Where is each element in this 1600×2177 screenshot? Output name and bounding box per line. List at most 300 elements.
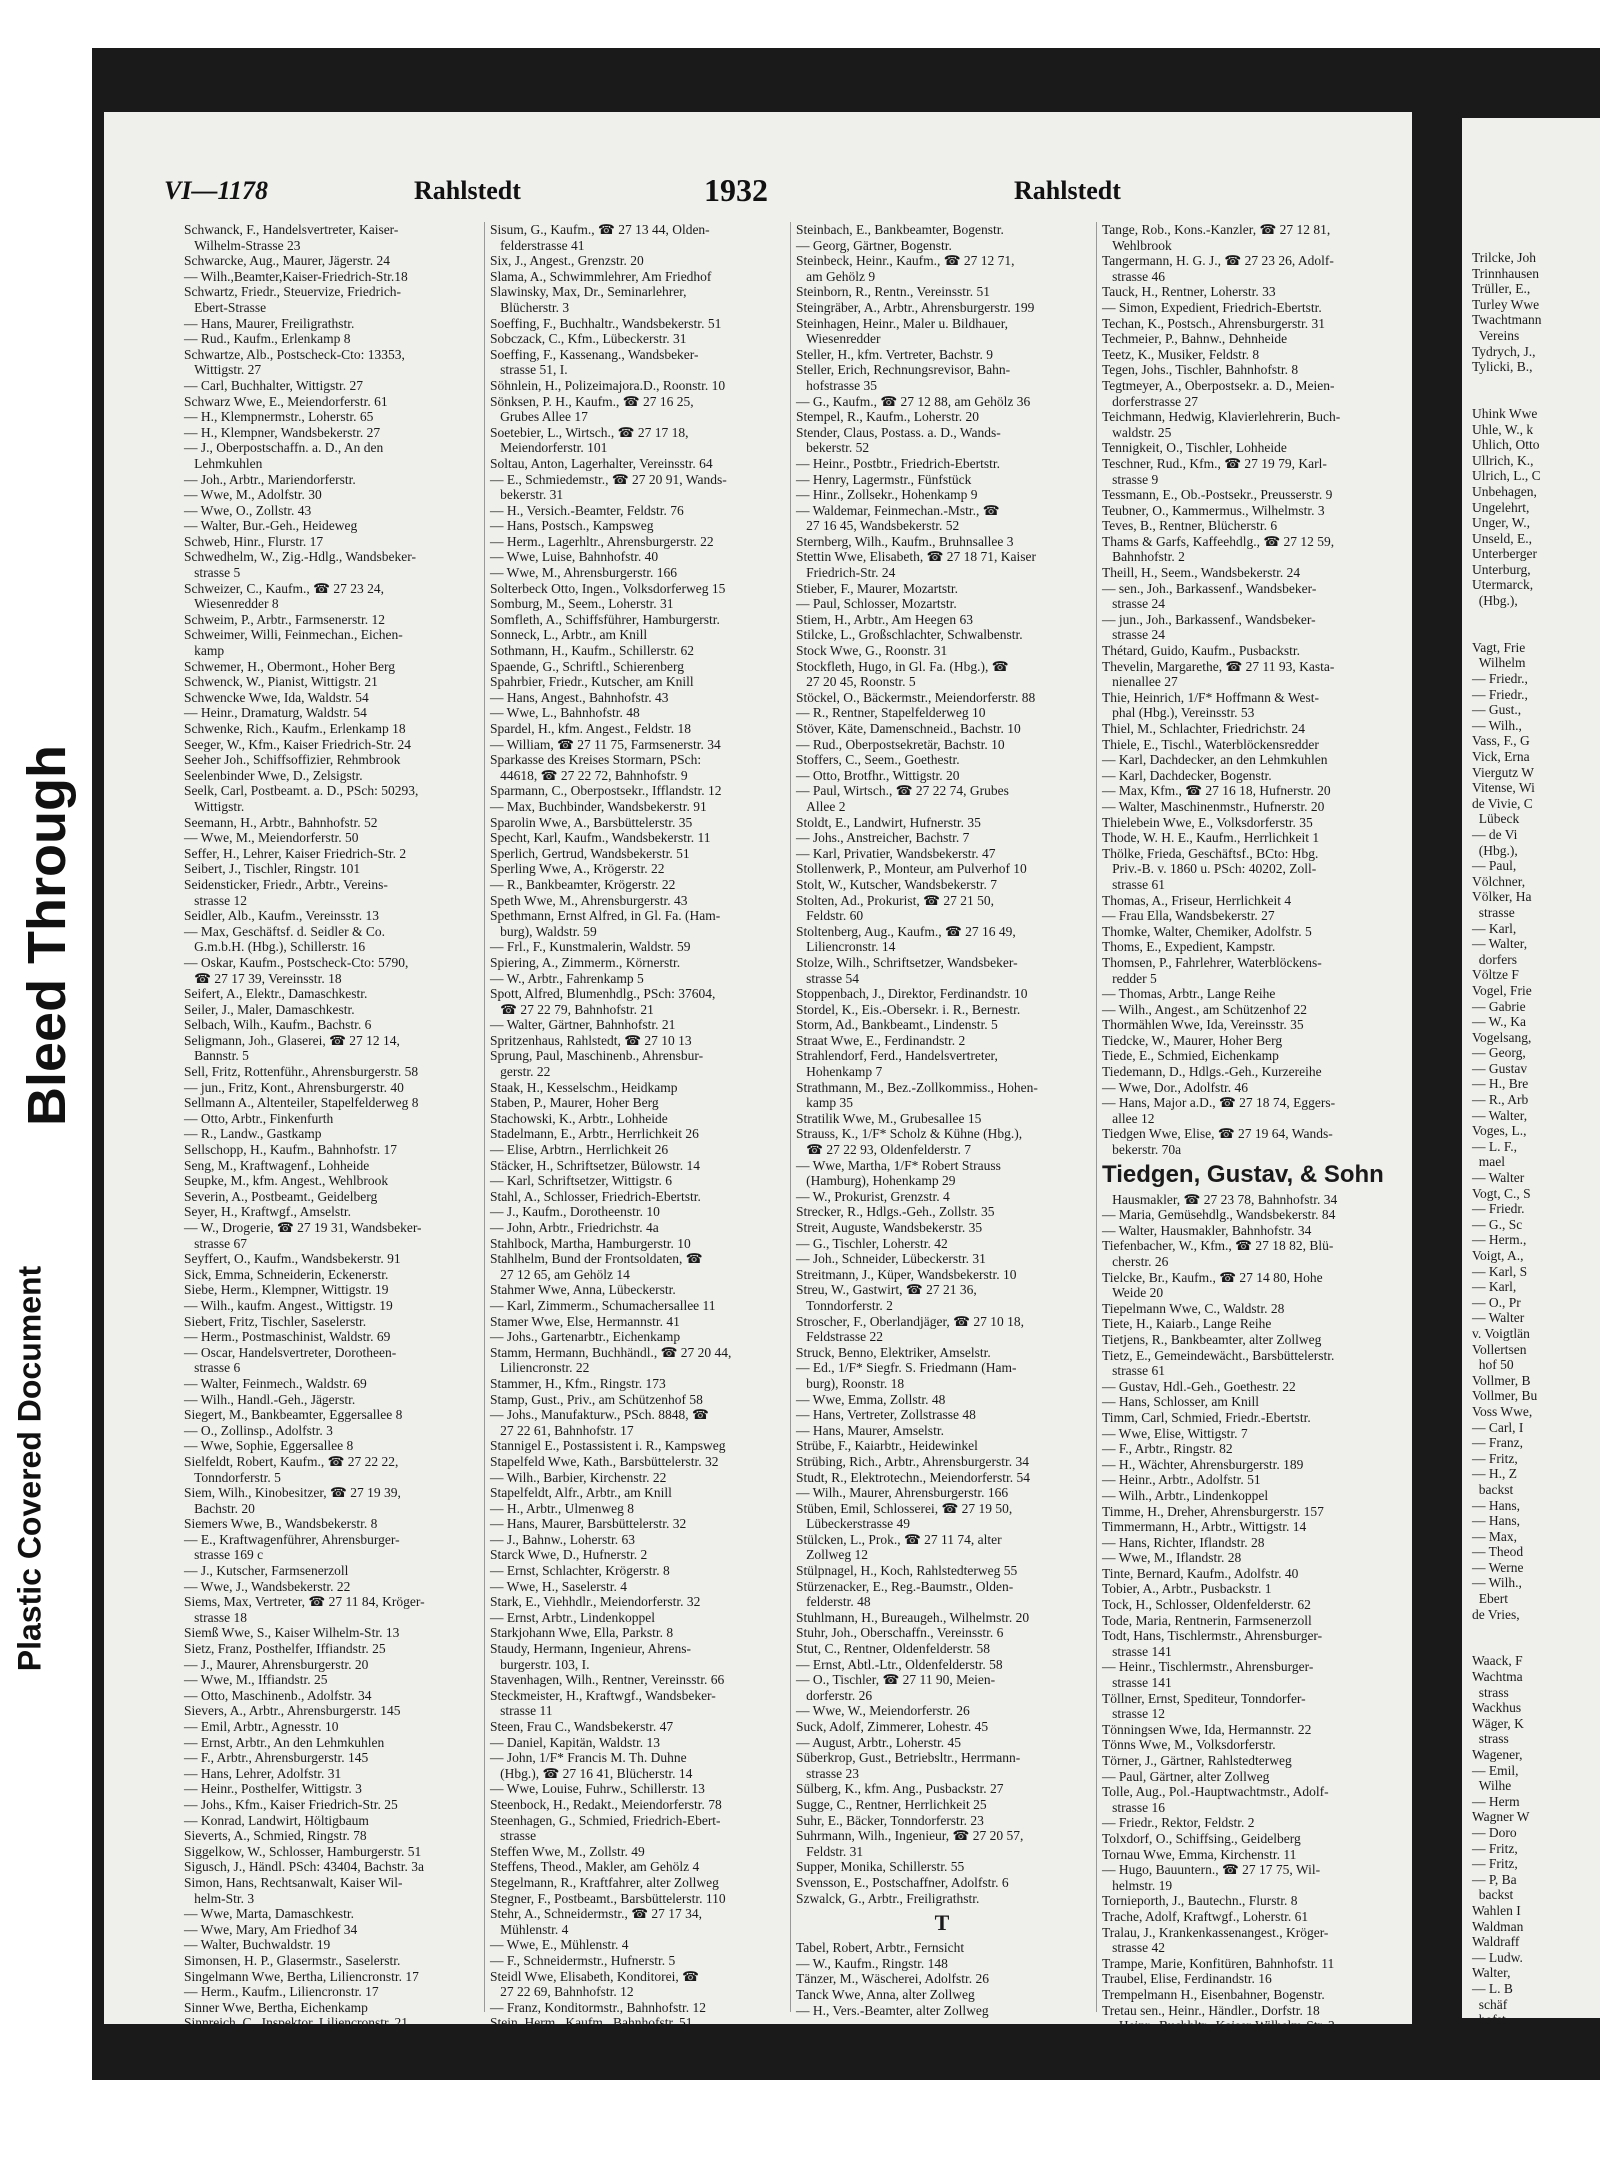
directory-entry: bekerstr. 52 bbox=[796, 440, 870, 456]
directory-entry: Siebe, Herm., Klempner, Wittigstr. 19 bbox=[184, 1282, 389, 1298]
directory-entry: strasse 18 bbox=[184, 1609, 247, 1625]
facing-page-entry: Vogel, Frie bbox=[1472, 982, 1532, 998]
directory-entry: Timm, Carl, Schmied, Friedr.-Ebertstr. bbox=[1102, 1409, 1311, 1425]
directory-entry: strasse 46 bbox=[1102, 268, 1165, 284]
directory-entry: Thielebein Wwe, E., Volksdorferstr. 35 bbox=[1102, 814, 1313, 830]
directory-entry: — Wwe, L., Bahnhofstr. 48 bbox=[490, 705, 640, 721]
directory-entry: — Wilh., kaufm. Angest., Wittigstr. 19 bbox=[184, 1297, 393, 1313]
directory-entry: Spahrbier, Friedr., Kutscher, am Knill bbox=[490, 674, 694, 690]
directory-entry: Seelk, Carl, Postbeamt. a. D., PSch: 50293, bbox=[184, 783, 419, 799]
directory-entry: strasse bbox=[490, 1828, 537, 1844]
directory-entry: Priv.-B. v. 1860 u. PSch: 40202, Zoll- bbox=[1102, 861, 1317, 877]
directory-entry: strasse 16 bbox=[1102, 1799, 1165, 1815]
directory-entry: Stolten, Ad., Prokurist, ☎ 27 21 50, bbox=[796, 892, 994, 908]
directory-entry: Seidensticker, Friedr., Arbtr., Vereins- bbox=[184, 876, 388, 892]
directory-entry: Tauck, H., Rentner, Loherstr. 33 bbox=[1102, 284, 1276, 300]
facing-page-entry: Vagt, Frie bbox=[1472, 639, 1526, 655]
directory-entry: Strahlendorf, Ferd., Handelsvertreter, bbox=[796, 1048, 998, 1064]
directory-entry: kamp 35 bbox=[796, 1095, 853, 1111]
directory-entry: ☎ 27 22 79, Bahnhofstr. 21 bbox=[490, 1001, 654, 1017]
directory-entry: strasse 54 bbox=[796, 970, 859, 986]
directory-entry: Teetz, K., Musiker, Feldstr. 8 bbox=[1102, 346, 1260, 362]
facing-page-entry: — Walter, bbox=[1472, 936, 1528, 952]
directory-entry: Stadelmann, E., Arbtr., Herrlichkeit 26 bbox=[490, 1126, 699, 1142]
facing-page-entry: mael bbox=[1472, 1154, 1505, 1170]
facing-page-entry: Wachtma bbox=[1472, 1669, 1523, 1685]
directory-page bbox=[104, 112, 1412, 2034]
directory-entry: am Gehölz 9 bbox=[796, 268, 876, 284]
directory-entry: — Emil, Arbtr., Agnesstr. 10 bbox=[184, 1719, 339, 1734]
page-number: VI—1178 bbox=[164, 176, 269, 205]
directory-entry: — R., Bankbeamter, Krögerstr. 22 bbox=[490, 876, 676, 892]
page-header bbox=[164, 170, 1254, 210]
directory-entry: Sellmann A., Altenteiler, Stapelfelderweg 8 bbox=[184, 1095, 419, 1111]
directory-entry: Sielfeldt, Robert, Kaufm., ☎ 27 22 22, bbox=[184, 1453, 399, 1469]
directory-entry: Stieber, F., Maurer, Mozartstr. bbox=[796, 580, 959, 596]
directory-entry: Bahnhofstr. 2 bbox=[1102, 549, 1185, 565]
facing-page-entry bbox=[1472, 375, 1598, 391]
directory-entry: cherstr. 26 bbox=[1102, 1254, 1169, 1269]
facing-page-entry: (Hbg.), bbox=[1472, 593, 1518, 609]
directory-entry: strasse 24 bbox=[1102, 596, 1165, 612]
directory-entry: — Hans, Postsch., Kampsweg bbox=[490, 518, 654, 534]
directory-entry: Teschner, Rud., Kfm., ☎ 27 19 79, Karl- bbox=[1102, 455, 1327, 471]
facing-page-entry: — Fritz, bbox=[1472, 1840, 1518, 1856]
directory-entry: Stilcke, L., Großschlachter, Schwalbenstr. bbox=[796, 627, 1023, 643]
directory-entry: — Herm., Lagerhltr., Ahrensburgerstr. 22 bbox=[490, 533, 714, 549]
directory-entry: Theill, H., Seem., Wandsbekerstr. 24 bbox=[1102, 565, 1301, 581]
facing-page-entry bbox=[1472, 390, 1598, 406]
directory-entry: — H., Versich.-Beamter, Feldstr. 76 bbox=[490, 502, 684, 518]
directory-entry: kamp bbox=[184, 643, 225, 659]
facing-page-entry: — L. F., bbox=[1472, 1138, 1518, 1154]
facing-page-entry: — Walter, bbox=[1472, 1107, 1528, 1123]
directory-entry: — J., Oberpostschaffn. a. D., An den bbox=[184, 440, 384, 456]
directory-entry: Steen, Frau C., Wandsbekerstr. 47 bbox=[490, 1719, 674, 1734]
facing-page-entry: Tydrych, J., bbox=[1472, 343, 1536, 359]
facing-page-entry: Vogt, C., S bbox=[1472, 1185, 1531, 1201]
directory-entry: 27 16 45, Wandsbekerstr. 52 bbox=[796, 518, 960, 534]
directory-entry: Schwedhelm, W., Zig.-Hdlg., Wandsbeker- bbox=[184, 549, 416, 565]
directory-entry: — O., Tischler, ☎ 27 11 90, Meien- bbox=[796, 1672, 996, 1688]
directory-entry: Schwemer, H., Obermont., Hoher Berg bbox=[184, 658, 396, 674]
directory-entry: Schweim, P., Arbtr., Farmsenerstr. 12 bbox=[184, 611, 385, 627]
directory-entry: Szwalck, G., Arbtr., Freiligrathstr. bbox=[796, 1890, 980, 1906]
directory-entry: strasse 61 bbox=[1102, 876, 1165, 892]
directory-entry: — Maria, Gemüsehdlg., Wandsbekerstr. 84 bbox=[1102, 1207, 1336, 1223]
directory-entry: Thie, Heinrich, 1/F* Hoffmann & West- bbox=[1102, 689, 1320, 705]
directory-entry: — Walter, Gärtner, Bahnhofstr. 21 bbox=[490, 1017, 676, 1033]
directory-entry: Siebert, Fritz, Tischler, Saselerstr. bbox=[184, 1313, 367, 1329]
facing-page-entry: Walter, bbox=[1472, 1965, 1511, 1981]
facing-page-entry: Unbehagen, bbox=[1472, 483, 1537, 499]
directory-entry: — Wwe, W., Meiendorferstr. 26 bbox=[796, 1703, 970, 1719]
directory-entry: Trampe, Marie, Konfitüren, Bahnhofstr. 11 bbox=[1102, 1955, 1335, 1971]
facing-page-entry: — Emil, bbox=[1472, 1762, 1519, 1778]
facing-page-entry: — P, Ba bbox=[1472, 1871, 1517, 1887]
directory-entry: Stahl, A., Schlosser, Friedrich-Ebertstr. bbox=[490, 1188, 701, 1204]
directory-entry: Slama, A., Schwimmlehrer, Am Friedhof bbox=[490, 268, 712, 284]
directory-entry: — August, Arbtr., Loherstr. 45 bbox=[796, 1734, 961, 1750]
directory-entry: Starkjohann Wwe, Ella, Parkstr. 8 bbox=[490, 1625, 674, 1641]
directory-entry: Seyer, H., Kraftwgf., Amselstr. bbox=[184, 1204, 352, 1220]
facing-page-entry: — Wilh., bbox=[1472, 1575, 1522, 1591]
directory-entry: Seffer, H., Lehrer, Kaiser Friedrich-Str. 2 bbox=[184, 845, 407, 861]
directory-entry: — G., Tischler, Loherstr. 42 bbox=[796, 1235, 948, 1251]
directory-entry: Seeger, W., Kfm., Kaiser Friedrich-Str. 24 bbox=[184, 736, 412, 752]
directory-entry: 27 22 69, Bahnhofstr. 12 bbox=[490, 1984, 634, 2000]
facing-page-entry: Tylicki, B., bbox=[1472, 359, 1533, 375]
directory-entry: — Walter, Feinmech., Waldstr. 69 bbox=[184, 1375, 367, 1391]
facing-page-entry: — Fritz, bbox=[1472, 1856, 1518, 1872]
directory-entry: Suck, Adolf, Zimmerer, Lohestr. 45 bbox=[796, 1719, 989, 1734]
directory-entry: ☎ 27 22 93, Oldenfelderstr. 7 bbox=[796, 1142, 972, 1158]
directory-entry: Sothmann, H., Kaufm., Schillerstr. 62 bbox=[490, 643, 694, 659]
directory-entry: — Walter, Maschinenmstr., Hufnerstr. 20 bbox=[1102, 798, 1325, 814]
directory-entry: Sülberg, K., kfm. Ang., Pusbackstr. 27 bbox=[796, 1781, 1004, 1797]
facing-page-entry: Völtze F bbox=[1472, 967, 1519, 983]
directory-entry: — Franz, Konditormstr., Bahnhofstr. 12 bbox=[490, 1999, 706, 2015]
facing-page-entry: Ullrich, K., bbox=[1472, 452, 1534, 468]
directory-entry: — Wwe, Marta, Damaschkestr. bbox=[184, 1906, 354, 1922]
facing-page-entry: Waack, F bbox=[1472, 1653, 1523, 1669]
scan-gutter bbox=[0, 0, 92, 2177]
directory-entry: — Otto, Brotfhr., Wittigstr. 20 bbox=[796, 767, 960, 783]
directory-entry: Tornau Wwe, Emma, Kirchenstr. 11 bbox=[1102, 1846, 1297, 1862]
facing-page-entry: — Ludw. bbox=[1472, 1949, 1523, 1965]
directory-entry: — Otto, Arbtr., Finkenfurth bbox=[184, 1110, 334, 1126]
directory-entry: — H., Arbtr., Ulmenweg 8 bbox=[490, 1500, 634, 1516]
directory-entry: Sinner Wwe, Bertha, Eichenkamp bbox=[184, 1999, 368, 2015]
directory-entry: Somfleth, A., Schiffsführer, Hamburgerstr. bbox=[490, 611, 720, 627]
directory-entry: Spethmann, Ernst Alfred, in Gl. Fa. (Ham- bbox=[490, 908, 721, 924]
directory-entry: Strathmann, M., Bez.-Zollkommiss., Hohen- bbox=[796, 1079, 1038, 1095]
display-entry: Tiedgen, Gustav, & Sohn bbox=[1102, 1160, 1384, 1188]
directory-entry: — Henry, Lagermstr., Fünfstück bbox=[796, 471, 972, 487]
facing-page-entry: — Gabrie bbox=[1472, 998, 1526, 1014]
facing-page-entry: Uhlich, Otto bbox=[1472, 437, 1540, 453]
directory-entry: — John, Arbtr., Friedrichstr. 4a bbox=[490, 1220, 659, 1235]
directory-entry: Stiem, H., Arbtr., Am Heegen 63 bbox=[796, 611, 973, 627]
facing-page-entry: v. Voigtlän bbox=[1472, 1325, 1530, 1341]
directory-entry: — Wwe, Mary, Am Friedhof 34 bbox=[184, 1921, 358, 1937]
facing-page-entry: — Walter bbox=[1472, 1310, 1525, 1326]
directory-entry: Tiede, E., Schmied, Eichenkamp bbox=[1102, 1048, 1279, 1064]
directory-entry: Thevelin, Margarethe, ☎ 27 11 93, Kasta- bbox=[1102, 658, 1335, 674]
directory-entry: Thoms, E., Expedient, Kampstr. bbox=[1102, 939, 1276, 955]
directory-entry: bekerstr. 70a bbox=[1102, 1142, 1182, 1158]
directory-entry: — Heinr., Arbtr., Adolfstr. 51 bbox=[1102, 1472, 1261, 1488]
directory-entry: — Hans, Angest., Bahnhofstr. 43 bbox=[490, 689, 669, 705]
facing-page-entry: strass bbox=[1472, 1684, 1509, 1700]
directory-entry: — Frau Ella, Wandsbekerstr. 27 bbox=[1102, 908, 1275, 924]
facing-page-entry bbox=[1472, 1622, 1598, 1638]
facing-page-entry: — O., Pr bbox=[1472, 1294, 1521, 1310]
directory-entry: Sparmann, C., Oberpostsekr., Ifflandstr. 12 bbox=[490, 783, 722, 799]
facing-page-entry: — Friedr., bbox=[1472, 671, 1528, 687]
directory-column-1 bbox=[184, 222, 476, 2031]
facing-page-entry: Ulrich, L., C bbox=[1472, 468, 1541, 484]
directory-entry: (Hbg.), ☎ 27 16 41, Blücherstr. 14 bbox=[490, 1765, 693, 1781]
directory-entry: — Wwe, E., Mühlenstr. 4 bbox=[490, 1937, 629, 1953]
directory-entry: Staudy, Hermann, Ingenieur, Ahrens- bbox=[490, 1641, 692, 1657]
directory-entry: — Ernst, Abtl.-Ltr., Oldenfelderstr. 58 bbox=[796, 1656, 1003, 1672]
directory-entry: — F., Arbtr., Ahrensburgerstr. 145 bbox=[184, 1750, 369, 1766]
directory-entry: Steller, Erich, Rechnungsrevisor, Bahn- bbox=[796, 362, 1011, 378]
directory-entry: Tornieporth, J., Bautechn., Flurstr. 8 bbox=[1102, 1893, 1298, 1909]
directory-entry: Sprung, Paul, Maschinenb., Ahrensbur- bbox=[490, 1048, 704, 1064]
directory-entry: Zollweg 12 bbox=[796, 1547, 868, 1563]
directory-entry: Steinbach, E., Bankbeamter, Bogenstr. bbox=[796, 222, 1004, 237]
facing-page-entry: Uhle, W., k bbox=[1472, 421, 1534, 437]
directory-entry: — John, 1/F* Francis M. Th. Duhne bbox=[490, 1750, 687, 1766]
directory-entry: Tolle, Aug., Pol.-Hauptwachtmstr., Adolf- bbox=[1102, 1784, 1329, 1800]
directory-entry: ☎ 27 17 39, Vereinsstr. 18 bbox=[184, 970, 342, 986]
facing-page-entry: Uhink Wwe bbox=[1472, 405, 1538, 421]
directory-entry: strasse 23 bbox=[796, 1765, 859, 1781]
facing-page-entry bbox=[1472, 609, 1598, 625]
directory-entry: Ebert-Strasse bbox=[184, 299, 267, 315]
directory-entry: Soetebier, L., Wirtsch., ☎ 27 17 18, bbox=[490, 424, 689, 440]
facing-page-entry: — L. B bbox=[1472, 1980, 1513, 1996]
directory-entry: Schwartze, Alb., Postscheck-Cto: 13353, bbox=[184, 346, 405, 362]
directory-entry: Suhrmann, Wilh., Ingenieur, ☎ 27 20 57, bbox=[796, 1828, 1024, 1844]
directory-entry: Wehlbrook bbox=[1102, 237, 1172, 253]
directory-entry: — Gustav, Hdl.-Geh., Goethestr. 22 bbox=[1102, 1378, 1296, 1394]
directory-entry: Törner, J., Gärtner, Rahlstedterweg bbox=[1102, 1753, 1292, 1768]
facing-page-entry: Voges, L., bbox=[1472, 1123, 1527, 1139]
directory-entry: — Wwe, M., Ahrensburgerstr. 166 bbox=[490, 565, 677, 581]
facing-page-entry: — Wilh., bbox=[1472, 717, 1522, 733]
directory-entry: Schweb, Hinr., Flurstr. 17 bbox=[184, 533, 324, 549]
directory-entry: — Joh., Arbtr., Mariendorferstr. bbox=[184, 471, 356, 487]
directory-entry: Seiler, J., Maler, Damaschkestr. bbox=[184, 1001, 355, 1017]
directory-entry: 27 20 45, Roonstr. 5 bbox=[796, 674, 916, 690]
directory-entry: strasse 9 bbox=[1102, 471, 1159, 487]
facing-page-entry: — Theod bbox=[1472, 1544, 1524, 1560]
directory-entry: Tinte, Bernard, Kaufm., Adolfstr. 40 bbox=[1102, 1565, 1299, 1581]
directory-column-2 bbox=[490, 222, 782, 2031]
directory-entry: Tielcke, Br., Kaufm., ☎ 27 14 80, Hohe bbox=[1102, 1269, 1323, 1285]
directory-entry: Steinhagen, Heinr., Maler u. Bildhauer, bbox=[796, 315, 1009, 331]
directory-entry: — Wwe, M., Iffiandstr. 25 bbox=[184, 1672, 328, 1688]
directory-entry: — jun., Fritz, Kont., Ahrensburgerstr. 40 bbox=[184, 1079, 404, 1095]
directory-entry: — W., Arbtr., Fahrenkamp 5 bbox=[490, 970, 644, 986]
directory-entry: — Karl, Privatier, Wandsbekerstr. 47 bbox=[796, 845, 996, 861]
directory-entry: Steckmeister, H., Kraftwgf., Wandsbeker- bbox=[490, 1687, 716, 1703]
column-rule bbox=[1096, 222, 1097, 2012]
directory-entry: Tobier, A., Arbtr., Pusbackstr. 1 bbox=[1102, 1581, 1272, 1597]
facing-page-entry: hofst bbox=[1472, 2012, 1506, 2028]
header-place-right: Rahlstedt bbox=[1014, 176, 1121, 205]
directory-entry: — Oskar, Kaufm., Postscheck-Cto: 5790, bbox=[184, 954, 409, 970]
directory-entry: — Joh., Schneider, Lübeckerstr. 31 bbox=[796, 1251, 986, 1267]
directory-entry: — Karl, Dachdecker, Bogenstr. bbox=[1102, 767, 1272, 783]
directory-entry: Sisum, G., Kaufm., ☎ 27 13 44, Olden- bbox=[490, 222, 710, 237]
directory-entry: Stamm, Hermann, Buchhändl., ☎ 27 20 44, bbox=[490, 1344, 732, 1360]
directory-entry: Strübe, F., Kaiarbtr., Heidewinkel bbox=[796, 1438, 978, 1454]
header-place-left: Rahlstedt bbox=[414, 176, 521, 205]
directory-entry: Schwarz Wwe, E., Meiendorferstr. 61 bbox=[184, 393, 388, 409]
facing-page-entry: — Karl, bbox=[1472, 920, 1517, 936]
directory-entry: — F., Schneidermstr., Hufnerstr. 5 bbox=[490, 1952, 676, 1968]
directory-entry: Sternberg, Wilh., Kaufm., Bruhnsallee 3 bbox=[796, 533, 1014, 549]
directory-entry: Thétard, Guido, Kaufm., Pusbackstr. bbox=[1102, 643, 1300, 659]
directory-entry: strasse 12 bbox=[1102, 1706, 1165, 1722]
directory-entry: Stettin Wwe, Elisabeth, ☎ 27 18 71, Kaiser bbox=[796, 549, 1037, 565]
facing-page-entry: Twachtmann bbox=[1472, 312, 1542, 328]
directory-entry: strasse 11 bbox=[490, 1703, 553, 1719]
directory-entry: Stoppenbach, J., Direktor, Ferdinandstr. 10 bbox=[796, 986, 1028, 1002]
directory-entry: Weide 20 bbox=[1102, 1285, 1164, 1301]
facing-page-column bbox=[1472, 250, 1598, 2028]
directory-entry: Stapelfeld Wwe, Kath., Barsbüttelerstr. 32 bbox=[490, 1453, 719, 1469]
directory-entry: — Ernst, Arbtr., Lindenkoppel bbox=[490, 1609, 655, 1625]
directory-entry: Blücherstr. 3 bbox=[490, 299, 570, 315]
directory-entry: Steenhagen, G., Schmied, Friedrich-Ebert- bbox=[490, 1812, 721, 1828]
facing-page-entry: — Karl, bbox=[1472, 1279, 1517, 1295]
directory-entry: — H., Klempnermstr., Loherstr. 65 bbox=[184, 409, 374, 425]
directory-entry: Tode, Maria, Rentnerin, Farmsenerzoll bbox=[1102, 1612, 1312, 1628]
directory-entry: Storm, Ad., Bankbeamt., Lindenstr. 5 bbox=[796, 1017, 998, 1033]
directory-entry: Selbach, Wilh., Kaufm., Bachstr. 6 bbox=[184, 1017, 372, 1033]
directory-entry: strasse 169 c bbox=[184, 1547, 264, 1563]
directory-entry: Soeffing, F., Kassenang., Wandsbeker- bbox=[490, 346, 699, 362]
directory-entry: — Wwe, Louise, Fuhrw., Schillerstr. 13 bbox=[490, 1781, 705, 1797]
facing-page-entry: Vollmer, B bbox=[1472, 1372, 1531, 1388]
directory-entry: Steffen Wwe, M., Zollstr. 49 bbox=[490, 1843, 645, 1859]
directory-entry: — sen., Joh., Barkassenf., Wandsbeker- bbox=[1102, 580, 1317, 596]
directory-entry: Wittigstr. 27 bbox=[184, 362, 262, 378]
directory-entry: felderstr. 48 bbox=[796, 1594, 871, 1610]
directory-entry: — Wwe, H., Saselerstr. 4 bbox=[490, 1578, 627, 1594]
facing-page-entry: Trilcke, Joh bbox=[1472, 250, 1537, 265]
directory-entry: — Wwe, J., Wandsbekerstr. 22 bbox=[184, 1578, 351, 1594]
facing-page-entry: de Vries, bbox=[1472, 1606, 1520, 1622]
directory-entry: Siem, Wilh., Kinobesitzer, ☎ 27 19 39, bbox=[184, 1485, 401, 1501]
facing-page-entry bbox=[1472, 624, 1598, 640]
directory-entry: — Johs., Manufakturw., PSch. 8848, ☎ bbox=[490, 1407, 709, 1423]
directory-entry: Sellschopp, H., Kaufm., Bahnhofstr. 17 bbox=[184, 1142, 397, 1158]
directory-entry: Timme, H., Dreher, Ahrensburgerstr. 157 bbox=[1102, 1503, 1324, 1519]
directory-entry: Sperlich, Gertrud, Wandsbekerstr. 51 bbox=[490, 845, 690, 861]
directory-entry: Seyffert, O., Kaufm., Wandsbekerstr. 91 bbox=[184, 1251, 401, 1267]
directory-entry: Timmermann, H., Arbtr., Wittigstr. 14 bbox=[1102, 1519, 1307, 1535]
directory-entry: — E., Kraftwagenführer, Ahrensburger- bbox=[184, 1531, 400, 1547]
directory-entry: — Hans, Maurer, Amselstr. bbox=[796, 1422, 944, 1438]
directory-entry: — Ed., 1/F* Siegfr. S. Friedmann (Ham- bbox=[796, 1360, 1017, 1376]
bleed-through-label: Bleed Through bbox=[17, 745, 77, 1126]
facing-page-entry: Vitense, Wi bbox=[1472, 780, 1535, 796]
directory-entry: — R., Landw., Gastkamp bbox=[184, 1126, 322, 1142]
directory-entry: — Wilh., Maurer, Ahrensburgerstr. 166 bbox=[796, 1485, 1009, 1501]
directory-entry: — Thomas, Arbtr., Lange Reihe bbox=[1102, 986, 1276, 1002]
directory-entry: Singelmann Wwe, Bertha, Liliencronstr. 17 bbox=[184, 1968, 419, 1984]
directory-entry: Stoldt, E., Landwirt, Hufnerstr. 35 bbox=[796, 814, 981, 830]
directory-entry: Stordel, K., Eis.-Obersekr. i. R., Bernestr. bbox=[796, 1001, 1021, 1017]
directory-entry: — Carl, Buchhalter, Wittigstr. 27 bbox=[184, 377, 364, 393]
directory-entry: — F., Arbtr., Ringstr. 82 bbox=[1102, 1441, 1233, 1457]
directory-entry: Stolt, W., Kutscher, Wandsbekerstr. 7 bbox=[796, 876, 997, 892]
directory-entry: strasse 24 bbox=[1102, 627, 1165, 643]
directory-entry: Streitmann, J., Küper, Wandsbekerstr. 10 bbox=[796, 1266, 1017, 1282]
directory-entry: — Karl, Zimmerm., Schumachersallee 11 bbox=[490, 1297, 716, 1313]
directory-entry: bekerstr. 31 bbox=[490, 487, 564, 503]
directory-entry: Starck Wwe, D., Hufnerstr. 2 bbox=[490, 1547, 648, 1563]
facing-page-entry: — Werne bbox=[1472, 1559, 1524, 1575]
directory-entry: — jun., Joh., Barkassenf., Wandsbeker- bbox=[1102, 611, 1316, 627]
plastic-covered-label: Plastic Covered Document bbox=[11, 1265, 48, 1672]
facing-page-entry: (Hbg.), bbox=[1472, 842, 1518, 858]
facing-page-entry: — Friedr., bbox=[1472, 686, 1528, 702]
directory-entry: Stäcker, H., Schriftsetzer, Bülowstr. 14 bbox=[490, 1157, 701, 1173]
facing-page-entry: — Walter bbox=[1472, 1170, 1525, 1186]
directory-entry: Siems, Max, Vertreter, ☎ 27 11 84, Kröger- bbox=[184, 1594, 425, 1610]
directory-entry: — Paul, Schlosser, Mozartstr. bbox=[796, 596, 957, 612]
directory-entry: Tietz, E., Gemeindewächt., Barsbüttelerstr. bbox=[1102, 1347, 1335, 1363]
directory-entry: — J., Kaufm., Dorotheenstr. 10 bbox=[490, 1204, 660, 1220]
directory-entry: Schwenke, Rich., Kaufm., Erlenkamp 18 bbox=[184, 721, 406, 736]
directory-entry: — Paul, Gärtner, alter Zollweg bbox=[1102, 1768, 1270, 1784]
directory-entry: Stavenhagen, Wilh., Rentner, Vereinsstr. 66 bbox=[490, 1672, 725, 1688]
directory-entry: helmstr. 19 bbox=[1102, 1877, 1173, 1893]
directory-entry: Stroscher, F., Oberlandjäger, ☎ 27 10 18, bbox=[796, 1313, 1024, 1329]
facing-page-entry: Wagner W bbox=[1472, 1809, 1530, 1825]
facing-page-entry: backst bbox=[1472, 1481, 1514, 1497]
directory-entry: Grubes Allee 17 bbox=[490, 409, 588, 425]
directory-entry: Stoltenberg, Aug., Kaufm., ☎ 27 16 49, bbox=[796, 923, 1016, 939]
facing-page-entry: Vass, F., G bbox=[1472, 733, 1530, 749]
directory-entry: Steingräber, A., Arbtr., Ahrensburgerstr. 199 bbox=[796, 299, 1035, 315]
facing-page-entry: Völker, Ha bbox=[1472, 889, 1532, 905]
directory-entry: Six, J., Angest., Grenzstr. 20 bbox=[490, 253, 644, 269]
directory-entry: Tabel, Robert, Arbtr., Fernsicht bbox=[796, 1940, 965, 1956]
directory-entry: Tönningsen Wwe, Ida, Hermannstr. 22 bbox=[1102, 1721, 1312, 1737]
directory-entry: Stark, E., Viehhdlr., Meiendorferstr. 32 bbox=[490, 1594, 701, 1610]
directory-entry: Stachowski, K., Arbtr., Lohheide bbox=[490, 1110, 668, 1126]
directory-entry: Lübeckerstrasse 49 bbox=[796, 1516, 910, 1532]
directory-entry: Teves, B., Rentner, Blücherstr. 6 bbox=[1102, 518, 1278, 534]
directory-entry: Spardel, H., kfm. Angest., Feldstr. 18 bbox=[490, 721, 691, 736]
directory-entry: Mühlenstr. 4 bbox=[490, 1921, 569, 1937]
facing-page-entry: Wackhus bbox=[1472, 1700, 1522, 1716]
directory-entry: Studt, R., Elektrotechn., Meiendorferstr. 54 bbox=[796, 1469, 1030, 1485]
directory-entry: Feldstrasse 22 bbox=[796, 1329, 883, 1345]
directory-entry: — Hinr., Zollsekr., Hohenkamp 9 bbox=[796, 487, 978, 503]
directory-entry: Thiel, M., Schlachter, Friedrichstr. 24 bbox=[1102, 721, 1306, 736]
directory-entry: Hohenkamp 7 bbox=[796, 1064, 883, 1080]
directory-entry: waldstr. 25 bbox=[1102, 424, 1172, 440]
directory-entry: — Paul, Wirtsch., ☎ 27 22 74, Grubes bbox=[796, 783, 1009, 799]
directory-entry: 27 22 61, Bahnhofstr. 17 bbox=[490, 1422, 634, 1438]
directory-entry: Severin, A., Postbeamt., Geidelberg bbox=[184, 1188, 378, 1204]
directory-entry: Stegelmann, R., Kraftfahrer, alter Zollweg bbox=[490, 1874, 719, 1890]
directory-entry: — Wwe, Martha, 1/F* Robert Strauss bbox=[796, 1157, 1001, 1173]
facing-page-entry: — Hans, bbox=[1472, 1497, 1520, 1513]
directory-entry: Specht, Karl, Kaufm., Wandsbekerstr. 11 bbox=[490, 830, 711, 846]
directory-entry: — W., Drogerie, ☎ 27 19 31, Wandsbeker- bbox=[184, 1220, 422, 1235]
directory-entry: Stannigel E., Postassistent i. R., Kampsweg bbox=[490, 1438, 726, 1454]
facing-page-entry: — H., Bre bbox=[1472, 1076, 1529, 1092]
directory-entry: Straat Wwe, E., Ferdinandstr. 2 bbox=[796, 1032, 966, 1048]
directory-entry: dorferstrasse 27 bbox=[1102, 393, 1198, 409]
directory-entry: Tiepelmann Wwe, C., Waldstr. 28 bbox=[1102, 1300, 1285, 1316]
directory-entry: strasse 141 bbox=[1102, 1643, 1172, 1659]
directory-entry: — Walter, Hausmakler, Bahnhofstr. 34 bbox=[1102, 1222, 1312, 1238]
facing-page-entry: — Herm bbox=[1472, 1793, 1520, 1809]
directory-entry: nienallee 27 bbox=[1102, 674, 1178, 690]
facing-page-entry: — Franz, bbox=[1472, 1435, 1523, 1451]
